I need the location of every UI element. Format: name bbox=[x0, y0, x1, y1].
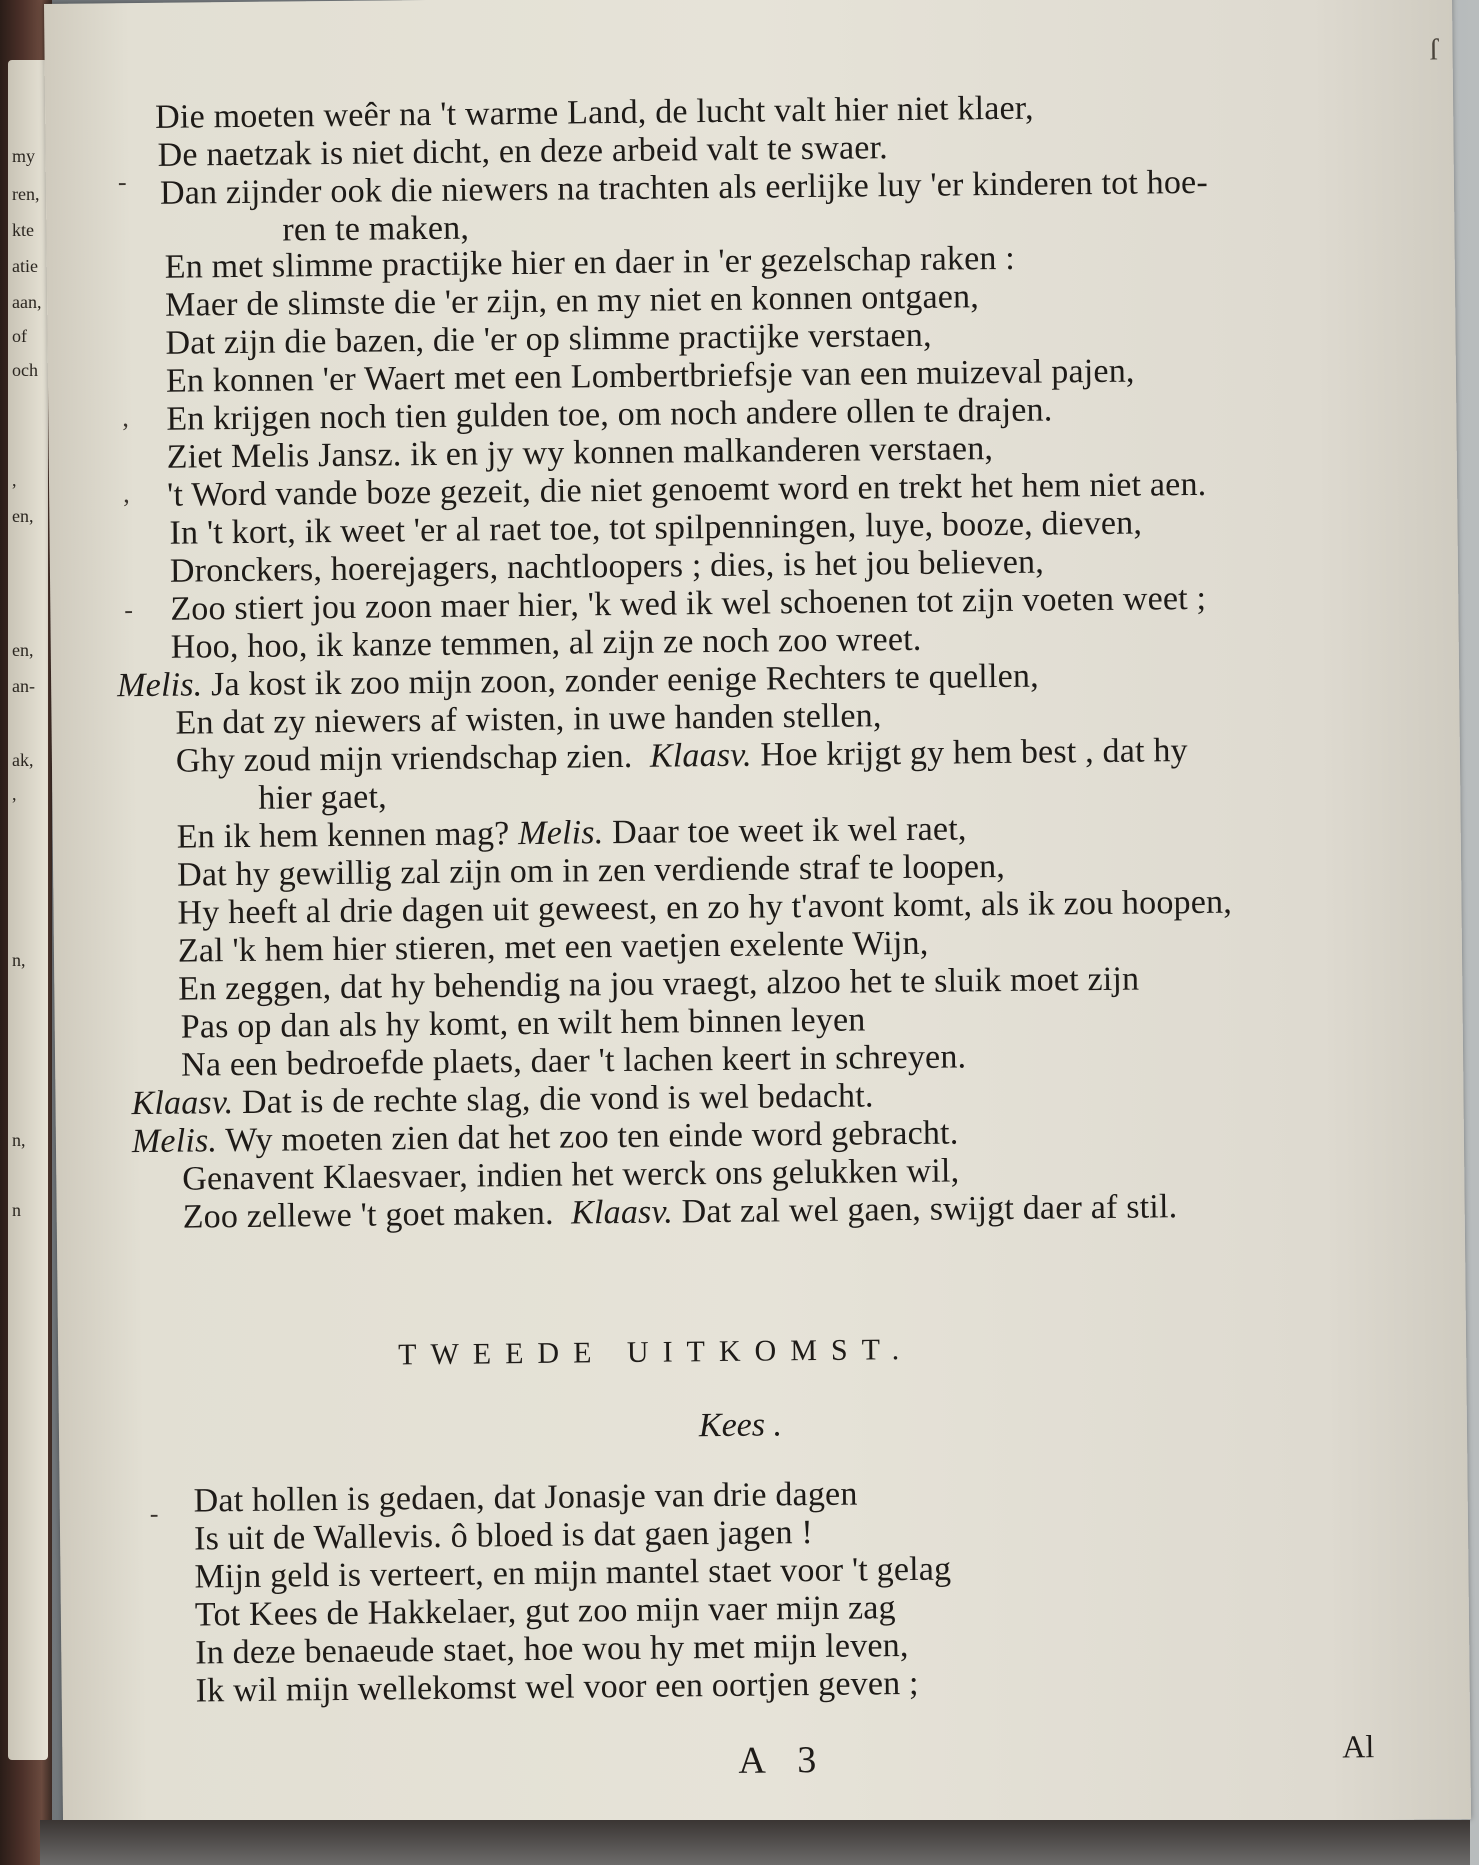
verse-text: En ik hem kennen mag? bbox=[176, 815, 510, 856]
margin-fragment: atie bbox=[12, 256, 38, 276]
verse-line: En krijgen noch tien gulden toe, om noch andere ollen te drajen. bbox=[166, 391, 1053, 438]
margin-fragment: , bbox=[12, 784, 17, 804]
verse-line: Dat hy gewillig zal zijn om in zen verdiende straf te loopen, bbox=[176, 847, 1006, 894]
verse-text: Ja kost ik zoo mijn zoon, zonder eenige Rechters te quellen, bbox=[210, 657, 1040, 704]
speaker-name: Klaasv. bbox=[649, 736, 752, 775]
margin-tick: - bbox=[124, 595, 134, 625]
margin-fragment: n, bbox=[12, 1130, 26, 1150]
margin-fragment: aan, bbox=[12, 292, 42, 312]
verse-text: Dat zal wel gaen, swijgt daer af stil. bbox=[681, 1188, 1178, 1231]
verse-line: En konnen 'er Waert met een Lombertbriefsje van een muizeval pajen, bbox=[165, 352, 1135, 400]
verse-line: Hy heeft al drie dagen uit geweest, en zo hy t'avont komt, als ik zou hoopen, bbox=[177, 883, 1233, 932]
page-shadow bbox=[40, 1820, 1470, 1865]
verse-line: Dronckers, hoerejagers, nachtloopers ; dies, is het jou believen, bbox=[169, 543, 1045, 590]
verse-line: En met slimme practijke hier en daer in 'er gezelschap raken : bbox=[164, 239, 1016, 286]
margin-fragment: n bbox=[12, 1200, 21, 1220]
margin-fragment: kte bbox=[12, 220, 34, 240]
speaker-name: Klaasv. bbox=[570, 1193, 674, 1232]
margin-tick: - bbox=[149, 1498, 159, 1528]
speaker-name: Klaasv. bbox=[131, 1084, 234, 1123]
verse-line: En zeggen, dat hy behendig na jou vraegt, alzoo het te sluik moet zijn bbox=[178, 960, 1140, 1008]
character-name: Kees . bbox=[698, 1406, 783, 1445]
signature-mark: A 3 bbox=[738, 1738, 829, 1782]
facing-page-edge bbox=[8, 60, 48, 1760]
verse-line: In deze benaeude staet, hoe wou hy met mijn leven, bbox=[195, 1627, 909, 1672]
verse-text: Dat is de rechte slag, die vond is wel bedacht. bbox=[241, 1077, 874, 1121]
verse-line: Mijn geld is verteert, en mijn mantel staet voor 't gelag bbox=[194, 1550, 952, 1596]
margin-tick: , bbox=[122, 479, 130, 509]
margin-fragment: ren, bbox=[12, 184, 40, 204]
verse-text: Daar toe weet ik wel raet, bbox=[611, 810, 967, 852]
verse-line: Die moeten weêr na 't warme Land, de lucht valt hier niet klaer, bbox=[154, 89, 1034, 136]
verse-line: Zal 'k hem hier stieren, met een vaetjen exelente Wijn, bbox=[177, 924, 929, 970]
verse-text: Ghy zoud mijn vriendschap zien. bbox=[175, 737, 633, 780]
corner-mark: ſ bbox=[1429, 33, 1439, 67]
verse-line: Dat hollen is gedaen, dat Jonasje van drie dagen bbox=[193, 1475, 858, 1520]
scene-heading: TWEEDE UITKOMST. bbox=[397, 1332, 914, 1372]
margin-fragment: of bbox=[12, 326, 27, 346]
verse-line: Dan zijnder ook die niewers na trachten als eerlijke luy 'er kinderen tot hoe- bbox=[159, 163, 1209, 212]
margin-fragment: ak, bbox=[12, 750, 34, 770]
verse-line: Hoo, hoo, ik kanze temmen, al zijn ze noch zoo wreet. bbox=[170, 620, 922, 666]
margin-tick: , bbox=[122, 403, 129, 433]
speaker-name: Melis. bbox=[517, 814, 604, 853]
verse-line: In 't kort, ik weet 'er al raet toe, tot spilpenningen, luye, booze, dieven, bbox=[169, 504, 1143, 552]
verse-line: Dat zijn die bazen, die 'er op slimme practijke verstaen, bbox=[165, 316, 932, 362]
catchword: Al bbox=[1342, 1728, 1375, 1765]
verse-line: Pas op dan als hy komt, en wilt hem binnen leyen bbox=[180, 1001, 866, 1046]
verse-line: Ziet Melis Jansz. ik en jy wy konnen malkanderen verstaen, bbox=[166, 430, 994, 476]
margin-fragment: en, bbox=[12, 506, 34, 526]
verse-text: Zoo zellewe 't goet maken. bbox=[182, 1194, 554, 1236]
verse-line: Is uit de Wallevis. ô bloed is dat gaen jagen ! bbox=[193, 1514, 814, 1558]
book-page bbox=[44, 0, 1471, 1834]
margin-fragment: och bbox=[12, 360, 38, 380]
verse-line: ren te maken, bbox=[282, 209, 470, 249]
verse-line: En dat zy niewers af wisten, in uwe handen stellen, bbox=[175, 697, 882, 742]
speaker-name: Melis. bbox=[131, 1122, 218, 1161]
verse-line: Tot Kees de Hakkelaer, gut zoo mijn vaer mijn zag bbox=[194, 1589, 896, 1634]
verse-line: hier gaet, bbox=[258, 778, 388, 817]
margin-fragment: my bbox=[12, 146, 36, 166]
verse-line: Genavent Klaesvaer, indien het werck ons gelukken wil, bbox=[182, 1152, 960, 1198]
margin-fragment: n, bbox=[12, 950, 26, 970]
margin-tick: - bbox=[117, 167, 127, 197]
speaker-name: Melis. bbox=[116, 666, 203, 705]
verse-line: Zoo stiert jou zoon maer hier, 'k wed ik wel schoenen tot zijn voeten weet ; bbox=[170, 579, 1207, 628]
margin-fragment: en, bbox=[12, 640, 34, 660]
verse-line: Na een bedroefde plaets, daer 't lachen keert in schreyen. bbox=[180, 1038, 967, 1084]
verse-line: Ik wil mijn wellekomst wel voor een oortjen geven ; bbox=[195, 1664, 919, 1710]
verse-text: Wy moeten zien dat het zoo ten einde word gebracht. bbox=[225, 1114, 959, 1160]
verse-line: 't Word vande boze gezeit, die niet genoemt word en trekt het hem niet aen. bbox=[166, 465, 1207, 514]
verse-line: Maer de slimste die 'er zijn, en my niet en konnen ontgaen, bbox=[164, 278, 980, 324]
margin-fragment: an- bbox=[12, 676, 35, 696]
verse-line: De naetzak is niet dicht, en deze arbeid valt te swaer. bbox=[157, 129, 889, 174]
verse-text: Hoe krijgt gy hem best , dat hy bbox=[760, 732, 1188, 774]
margin-fragment: , bbox=[12, 470, 17, 490]
